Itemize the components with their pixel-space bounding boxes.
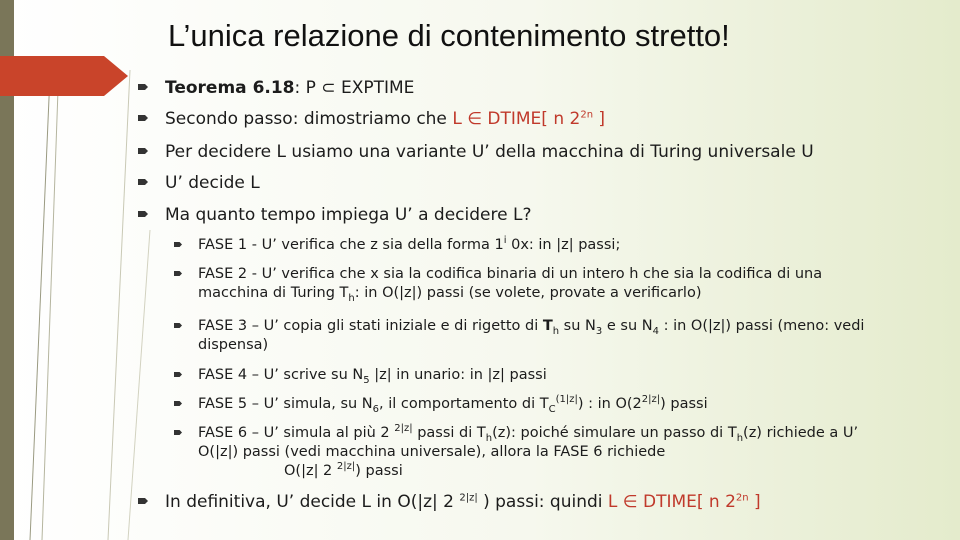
bullet-variant: Per decidere L usiamo una variante U’ della macchina di Turing universale U xyxy=(138,142,787,162)
bullet-conclusion: In definitiva, U’ decide L in O(|z| 2 $^{2|z|}$ ) passi: quindi L ∈ DTIME[ n $2^{2n}$ ] xyxy=(138,492,734,512)
bullet-icon xyxy=(138,148,148,154)
bullet-icon xyxy=(174,242,182,247)
bullet-icon xyxy=(174,323,182,328)
bullet-theorem: Teorema 6.18: P ⊂ EXPTIME xyxy=(138,78,387,98)
bullet-icon xyxy=(174,430,182,435)
sub-bullet-fase3: FASE 3 – U’ copia gli stati iniziale e di rigetto di $T_h$ su $N_3$ e su $N_4$ : in O(|z|) passi (meno: vedi dispensa) xyxy=(174,317,840,355)
sub-bullet-fase6: FASE 6 – U’ simula al più 2 $^{2|z|}$ passi di $T_h(z)$: poiché simulare un passo di $T_h(z)$ richiede a U’ O(|z|) passi (vedi macchina universale), allora la FASE 6 richiede O(|z| 2 $^{2|z|}$) passi xyxy=(174,424,834,481)
bullet-icon xyxy=(174,271,182,276)
sub-bullet-fase5: FASE 5 – U’ simula, su $N_6$, il comportamento di $T_C^{(1|z|}$) : in $O(2^{2|z|})$ passi xyxy=(174,395,684,414)
bullet-icon xyxy=(138,211,148,217)
bullet-icon xyxy=(138,179,148,185)
bullet-icon xyxy=(174,401,182,406)
bullet-icon xyxy=(138,115,148,121)
bullet-decides: U’ decide L xyxy=(138,173,233,193)
sub-bullet-fase4: FASE 4 – U’ scrive su $N_5$ |z| in unario: in |z| passi xyxy=(174,366,523,385)
sub-bullet-fase2: FASE 2 - U’ verifica che x sia la codifica binaria di un intero h che sia la codifica di una macchina di Turing $T_h$: in O(|z|) passi (se volete, provate a verificarlo) xyxy=(174,265,798,303)
bullet-second-step: Secondo passo: dimostriamo che L ∈ DTIME[ n $2^{2n}$ ] xyxy=(138,109,578,129)
bullet-icon xyxy=(138,498,148,504)
sub-bullet-fase1: FASE 1 - U’ verifica che z sia della forma 1$^i$ 0x: in |z| passi; xyxy=(174,236,596,255)
bullet-question: Ma quanto tempo impiega U’ a decidere L? xyxy=(138,205,504,225)
bullet-icon xyxy=(138,84,148,90)
slide-title: L’unica relazione di contenimento stretto! xyxy=(168,18,730,53)
bullet-icon xyxy=(174,372,182,377)
accent-arrow xyxy=(0,56,128,96)
